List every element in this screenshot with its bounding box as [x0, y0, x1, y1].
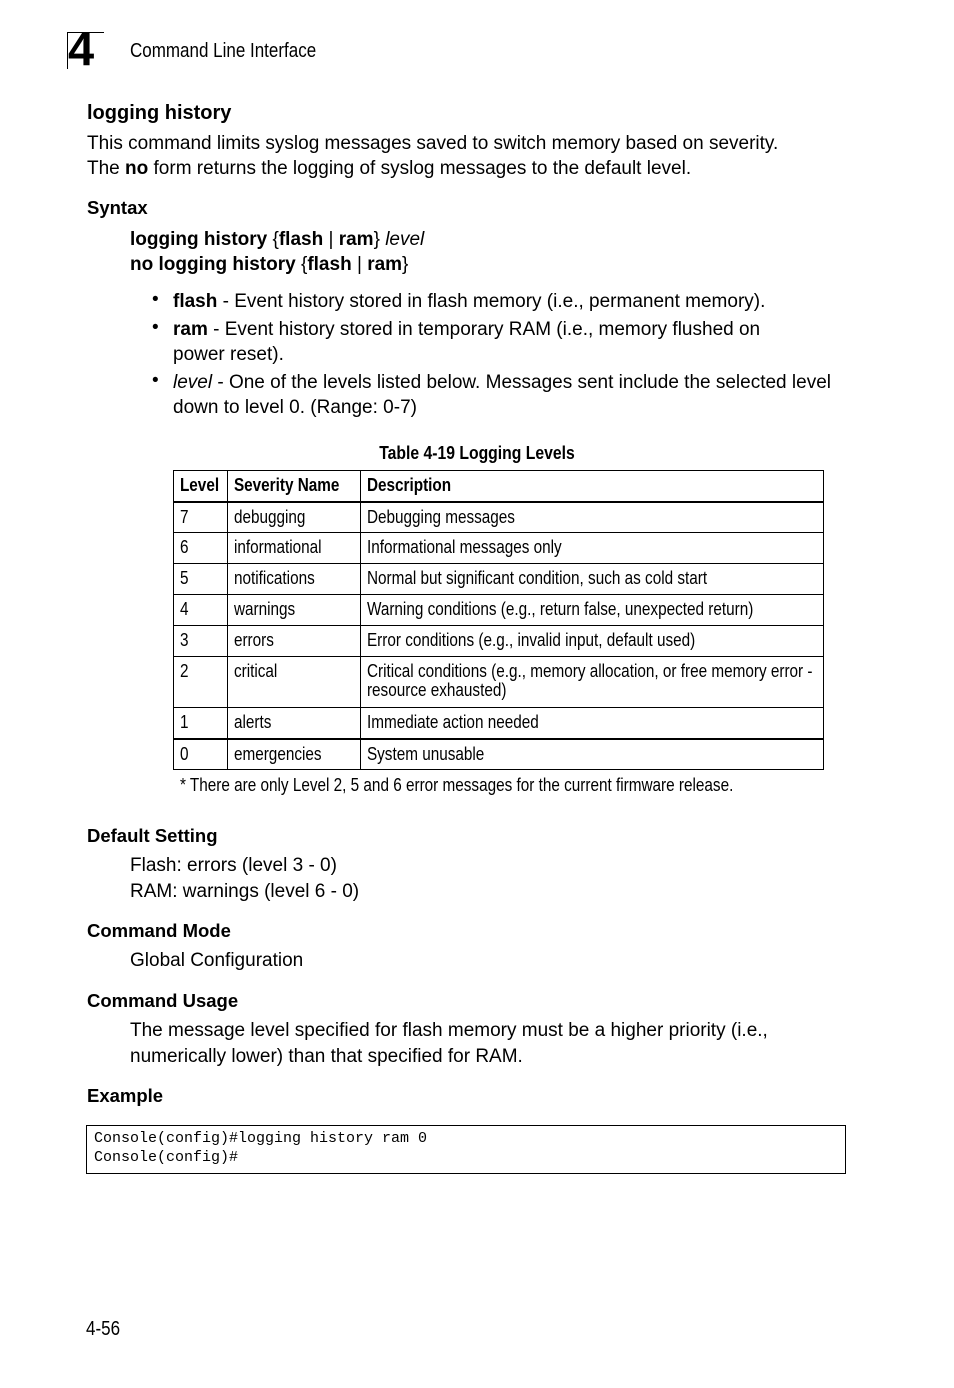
bullet-marker: •	[152, 317, 159, 338]
severity-name: emergencies	[234, 743, 322, 764]
table-row	[174, 564, 824, 595]
table-cell	[174, 657, 228, 708]
brace: {	[267, 229, 279, 250]
command-usage-heading: Command Usage	[87, 990, 239, 1011]
column-header-text: Level	[179, 475, 220, 495]
bullet-level	[173, 370, 843, 420]
logging-levels-table	[173, 470, 824, 770]
description-text: The	[87, 158, 126, 179]
level-value: 1	[179, 712, 189, 732]
table-cell	[228, 657, 361, 708]
column-header	[228, 471, 361, 502]
table-cell	[174, 595, 228, 626]
severity-name: notifications	[234, 568, 316, 588]
bullet-term: flash	[173, 291, 218, 312]
table-cell	[174, 626, 228, 657]
table-cell	[174, 502, 228, 533]
severity-description: Immediate action needed	[367, 712, 540, 732]
column-header-text: Description	[367, 475, 452, 495]
table-row	[174, 502, 824, 533]
page-number: 4-56	[86, 1318, 121, 1340]
severity-name: debugging	[234, 506, 306, 527]
column-header	[361, 471, 824, 502]
level-value: 5	[179, 568, 189, 588]
description-line-2	[87, 156, 778, 181]
bullet-term: ram	[173, 319, 208, 340]
bullet-marker: •	[152, 289, 159, 310]
description-line-1: This command limits syslog messages saved to switch memory based on severity.	[87, 133, 779, 154]
column-header	[174, 471, 228, 502]
ram-option: ram	[367, 254, 403, 275]
table-cell	[361, 533, 824, 564]
table-row	[174, 533, 824, 564]
code-line: Console(config)#	[94, 1149, 239, 1166]
bullet-text: - One of the levels listed below. Messages sent include the selected level down to level 0. (Range: 0-7)	[173, 372, 831, 418]
syntax-keyword: no logging history	[130, 254, 296, 275]
brace: }	[373, 229, 386, 250]
ram-option: ram	[338, 229, 374, 250]
table-cell	[174, 708, 228, 739]
brace: }	[402, 254, 409, 275]
severity-name: alerts	[234, 712, 272, 732]
table-cell	[228, 626, 361, 657]
no-keyword: no	[125, 158, 149, 179]
table-cell	[228, 533, 361, 564]
chapter-title: Command Line Interface	[130, 40, 317, 62]
code-line: Console(config)#logging history ram 0	[94, 1130, 428, 1147]
table-row	[174, 708, 824, 739]
table-cell	[361, 502, 824, 533]
bullet-flash	[173, 289, 853, 314]
table-row	[174, 626, 824, 657]
table-caption	[0, 442, 954, 464]
severity-description: Normal but significant condition, such as cold start	[367, 568, 708, 588]
command-usage-line-1: The message level specified for flash memory must be a higher priority (i.e.,	[130, 1020, 768, 1041]
table-cell	[361, 595, 824, 626]
level-value: 7	[179, 506, 189, 527]
command-mode-text: Global Configuration	[130, 950, 304, 971]
table-cell	[228, 595, 361, 626]
separator: |	[323, 229, 339, 250]
table-cell	[228, 502, 361, 533]
bullet-text: - Event history stored in flash memory (i.e., permanent memory).	[217, 291, 766, 312]
level-argument: level	[385, 229, 425, 250]
table-footnote: * There are only Level 2, 5 and 6 error messages for the current firmware release.	[180, 775, 734, 795]
table-cell	[174, 739, 228, 770]
severity-description: Error conditions (e.g., invalid input, default used)	[367, 630, 696, 650]
table-cell	[228, 708, 361, 739]
flash-option: flash	[307, 254, 352, 275]
description-text: form returns the logging of syslog messages to the default level.	[148, 158, 692, 179]
table-cell	[361, 739, 824, 770]
severity-name: errors	[234, 630, 275, 650]
separator: |	[351, 254, 368, 275]
bullet-marker: •	[152, 370, 159, 391]
syntax-line-1	[130, 227, 424, 252]
table-caption-text: Table 4-19 Logging Levels	[379, 442, 575, 463]
default-setting-ram: RAM: warnings (level 6 - 0)	[130, 881, 360, 902]
bullet-ram	[173, 317, 813, 367]
table-cell	[361, 657, 824, 708]
table-row	[174, 657, 824, 708]
bullet-term: level	[173, 372, 213, 393]
syntax-line-2	[130, 252, 408, 277]
table-cell	[361, 708, 824, 739]
table-cell	[361, 564, 824, 595]
bullet-text: - Event history stored in temporary RAM (i.e., memory flushed on power reset).	[173, 319, 761, 365]
table-row	[174, 739, 824, 770]
syntax-heading: Syntax	[87, 197, 148, 218]
severity-description: Warning conditions (e.g., return false, unexpected return)	[367, 599, 754, 619]
severity-description: Debugging messages	[367, 506, 516, 527]
default-setting-heading: Default Setting	[87, 825, 218, 846]
severity-description: Informational messages only	[367, 537, 563, 557]
severity-name: informational	[234, 537, 322, 557]
command-description	[87, 131, 778, 181]
chapter-number: 4	[68, 22, 94, 75]
table-cell	[228, 564, 361, 595]
brace: {	[295, 254, 308, 275]
table-cell	[174, 564, 228, 595]
level-value: 0	[179, 743, 189, 764]
level-value: 2	[179, 661, 189, 681]
command-mode-heading: Command Mode	[87, 920, 231, 941]
command-usage-line-2: numerically lower) than that specified for RAM.	[130, 1046, 523, 1067]
table-cell	[361, 626, 824, 657]
flash-option: flash	[278, 229, 324, 250]
table-row	[174, 595, 824, 626]
table-cell	[174, 533, 228, 564]
command-title: logging history	[87, 102, 232, 124]
level-value: 4	[179, 599, 189, 619]
level-value: 3	[179, 630, 189, 650]
example-heading: Example	[87, 1085, 164, 1106]
example-code-box	[86, 1125, 846, 1174]
table-cell	[228, 739, 361, 770]
column-header-text: Severity Name	[234, 475, 340, 495]
severity-description: Critical conditions (e.g., memory allocation, or free memory error - resource exhausted)	[367, 661, 813, 700]
severity-description: System unusable	[367, 743, 485, 764]
severity-name: warnings	[234, 599, 296, 619]
severity-name: critical	[234, 661, 278, 681]
syntax-keyword: logging history	[130, 229, 268, 250]
default-setting-flash: Flash: errors (level 3 - 0)	[130, 855, 337, 876]
level-value: 6	[179, 537, 189, 557]
table-header-row	[174, 471, 824, 502]
